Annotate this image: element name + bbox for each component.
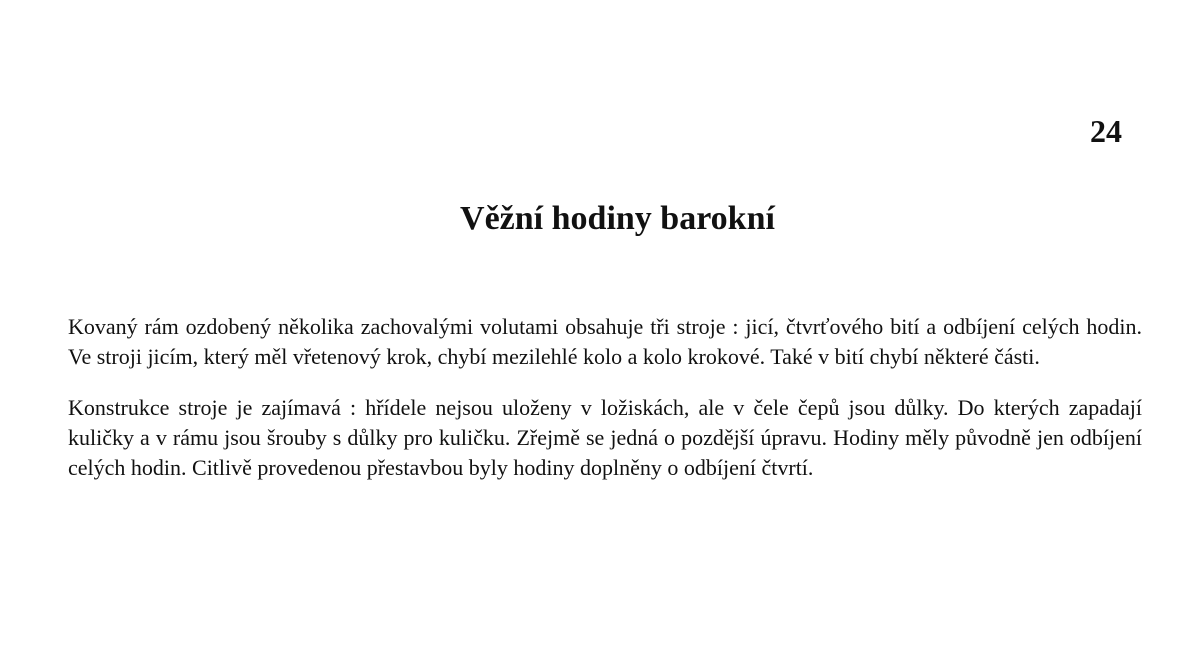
page-number: 24 bbox=[1090, 113, 1122, 149]
paragraph-1: Kovaný rám ozdobený několika zachovalými volutami obsahuje tři stroje : jicí, čtvrťového bití a odbíjení celých hodin. Ve stroji jicím, který měl vřetenový krok, chybí mezilehlé kolo a kolo krokové. Také v bití chybí některé části. bbox=[68, 314, 1142, 369]
body-text bbox=[68, 312, 1142, 504]
paragraph-2: Konstrukce stroje je zajímavá : hřídele nejsou uloženy v ložiskách, ale v čele čepů jsou důlky. Do kterých zapadají kuličky a v rámu jsou šrouby s důlky pro kuličku. Zřejmě se jedná o pozdější úpravu. Hodiny měly původně jen odbíjení celých hodin. Citlivě provedenou přestavbou byly hodiny doplněny o odbíjení čtvrtí. bbox=[68, 395, 1142, 480]
page-title: Věžní hodiny barokní bbox=[460, 200, 775, 237]
